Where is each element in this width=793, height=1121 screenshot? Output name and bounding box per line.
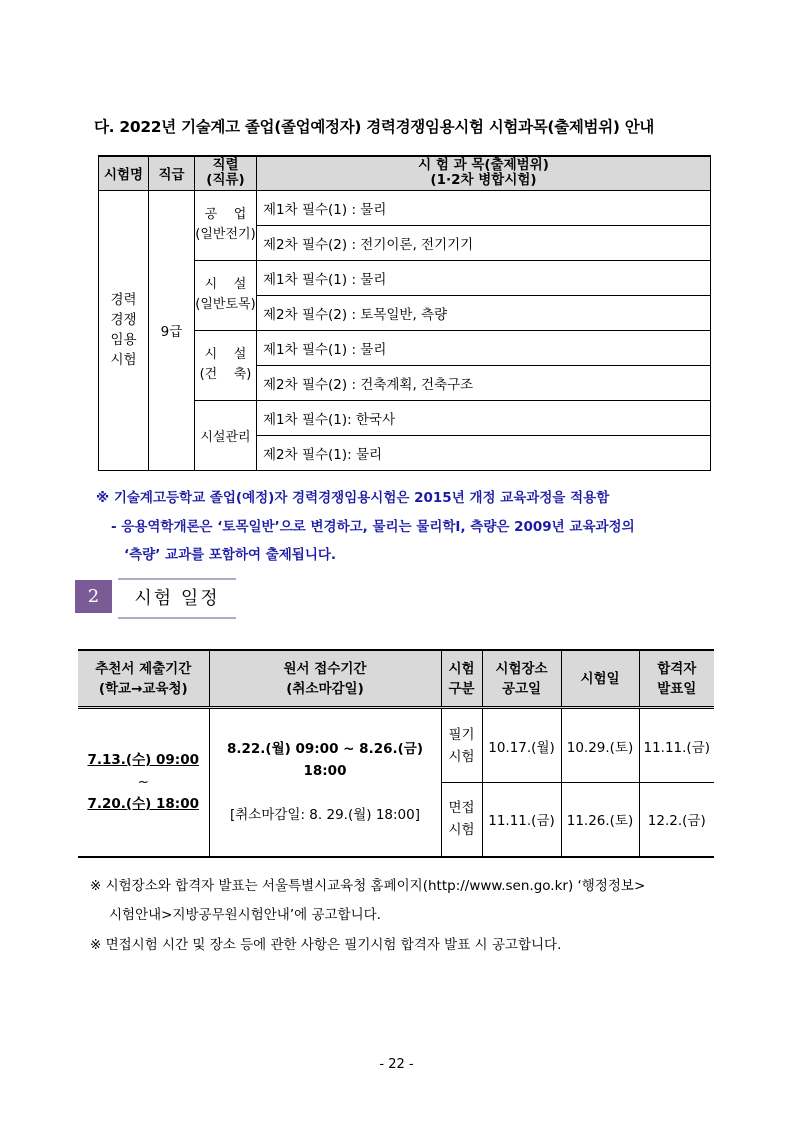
exam-kind-cell: 면접 시험	[441, 783, 482, 857]
note-curriculum: ※ 기술계고등학교 졸업(예정)자 경력경쟁임용시험은 2015년 개정 교육과정을 적용함	[96, 490, 610, 506]
subject-cell: 제2차 필수(2) : 토목일반, 측량	[257, 295, 711, 330]
note-subject-change: - 응용역학개론은 ‘토목일반’으로 변경하고, 물리는 물리학Ⅰ, 측량은 2009년 교육과정의	[111, 519, 635, 535]
recommendation-period-cell: 7.13.(수) 09:00 ~ 7.20.(수) 18:00	[78, 708, 209, 857]
result-date-cell: 11.11.(금)	[639, 708, 714, 783]
note-interview: ※ 면접시험 시간 및 장소 등에 관한 사항은 필기시험 합격자 발표 시 공고합니다.	[90, 937, 562, 953]
subject-cell: 제1차 필수(1) : 물리	[257, 260, 711, 295]
subject-cell: 제1차 필수(1): 한국사	[257, 400, 711, 435]
result-date-cell: 12.2.(금)	[639, 783, 714, 857]
subject-cell: 제2차 필수(2) : 건축계획, 건축구조	[257, 365, 711, 400]
subject-cell: 제1차 필수(1) : 물리	[257, 330, 711, 365]
table-row	[78, 708, 714, 783]
series-cell: 시 설 (건 축)	[195, 330, 257, 400]
header-exam-name: 시험명	[99, 156, 149, 190]
exam-date-cell: 10.29.(토)	[561, 708, 639, 783]
section-title: 다. 2022년 기술계고 졸업(졸업예정자) 경력경쟁임용시험 시험과목(출제범위) 안내	[94, 118, 655, 136]
section-heading: 시험 일정	[118, 578, 236, 619]
exam-schedule-table	[78, 649, 714, 858]
exam-date-cell: 11.26.(토)	[561, 783, 639, 857]
header-subject: 시 험 과 목(출제범위) (1·2차 병합시험)	[257, 156, 711, 190]
header-exam-kind: 시험 구분	[441, 650, 482, 708]
series-cell: 시설관리	[195, 400, 257, 470]
note-announcement: ※ 시험장소와 합격자 발표는 서울특별시교육청 홈페이지(http://www.sen.go.kr) ‘행정정보>	[90, 878, 646, 894]
subject-cell: 제1차 필수(1) : 물리	[257, 190, 711, 225]
venue-notice-cell: 11.11.(금)	[482, 783, 561, 857]
page-number: - 22 -	[379, 1057, 414, 1072]
table-header-row	[78, 650, 714, 708]
subject-cell: 제2차 필수(1): 물리	[257, 435, 711, 470]
header-grade: 직급	[149, 156, 195, 190]
subject-cell: 제2차 필수(2) : 전기이론, 전기기기	[257, 225, 711, 260]
header-series: 직렬 (직류)	[195, 156, 257, 190]
venue-notice-cell: 10.17.(월)	[482, 708, 561, 783]
exam-name-cell: 경력 경쟁 임용 시험	[99, 190, 149, 470]
header-exam-date: 시험일	[561, 650, 639, 708]
series-cell: 시 설 (일반토목)	[195, 260, 257, 330]
table-header-row	[99, 156, 711, 190]
note-subject-change-cont: ‘측량’ 교과를 포함하여 출제됩니다.	[124, 547, 337, 563]
grade-cell: 9급	[149, 190, 195, 470]
note-announcement-cont: 시험안내>지방공무원시험안내’에 공고합니다.	[109, 907, 381, 923]
header-venue-notice: 시험장소 공고일	[482, 650, 561, 708]
header-recommendation: 추천서 제출기간 (학교→교육청)	[78, 650, 209, 708]
exam-kind-cell: 필기 시험	[441, 708, 482, 783]
header-application: 원서 접수기간 (취소마감일)	[209, 650, 441, 708]
application-period-cell: 8.22.(월) 09:00 ~ 8.26.(금) 18:00 [취소마감일: 8. 29.(월) 18:00]	[209, 708, 441, 857]
exam-subjects-table	[98, 155, 711, 471]
series-cell: 공 업 (일반전기)	[195, 190, 257, 260]
table-row	[99, 190, 711, 225]
header-result-date: 합격자 발표일	[639, 650, 714, 708]
section-number-badge: 2	[75, 580, 112, 613]
